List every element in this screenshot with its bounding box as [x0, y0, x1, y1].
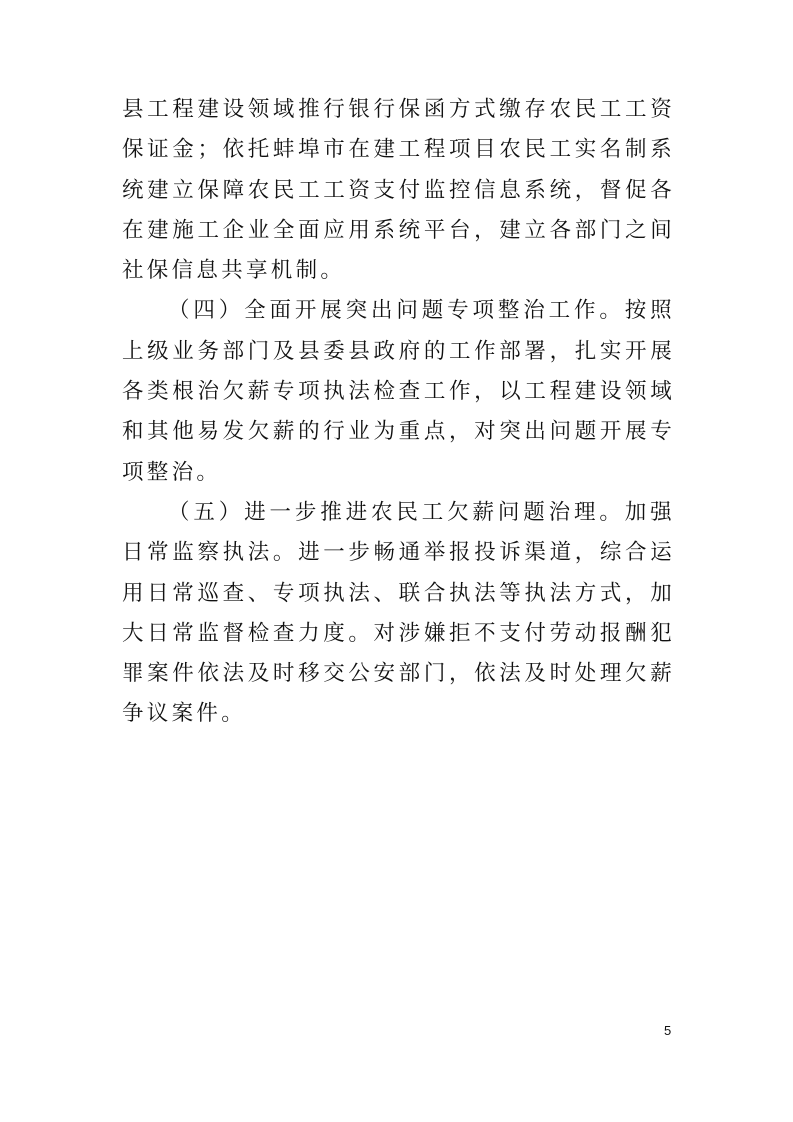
body-text: [122, 90, 675, 735]
paragraph-section-5: （五）进一步推进农民工欠薪问题治理。加强日常监察执法。进一步畅通举报投诉渠道，综合运用日常巡查、专项执法、联合执法等执法方式，加大日常监督检查力度。对涉嫌拒不支付劳动报酬犯罪案件依法及时移交公安部门，依法及时处理欠薪争议案件。: [122, 499, 675, 727]
page-number: 5: [664, 1023, 672, 1038]
paragraph-continuation: 县工程建设领域推行银行保函方式缴存农民工工资保证金；依托蚌埠市在建工程项目农民工实名制系统建立保障农民工工资支付监控信息系统，督促各在建施工企业全面应用系统平台，建立各部门之间社保信息共享机制。: [122, 97, 675, 284]
paragraph-section-4: （四）全面开展突出问题专项整治工作。按照上级业务部门及县委县政府的工作部署，扎实开展各类根治欠薪专项执法检查工作，以工程建设领域和其他易发欠薪的行业为重点，对突出问题开展专项整治。: [122, 298, 675, 485]
